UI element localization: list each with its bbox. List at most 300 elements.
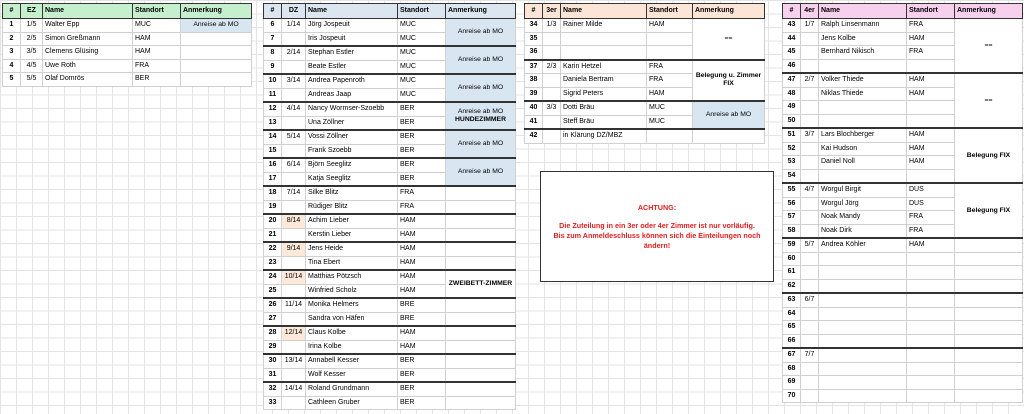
row-standort: BER bbox=[398, 158, 446, 172]
header-anmerkung: Anmerkung bbox=[693, 4, 765, 19]
row-code: 10/14 bbox=[282, 270, 306, 284]
row-standort bbox=[907, 266, 955, 280]
row-note bbox=[955, 348, 1023, 362]
row-num: 7 bbox=[264, 32, 282, 46]
vier-header-row bbox=[783, 4, 1023, 19]
row-name bbox=[819, 362, 907, 376]
row-note bbox=[955, 293, 1023, 307]
row-code: 4/7 bbox=[801, 183, 819, 197]
row-name bbox=[819, 101, 907, 115]
row-standort: HAM bbox=[133, 46, 181, 60]
row-note bbox=[955, 334, 1023, 348]
row-num: 69 bbox=[783, 376, 801, 390]
row-code bbox=[282, 228, 306, 242]
row-name bbox=[819, 307, 907, 321]
row-standort bbox=[907, 279, 955, 293]
row-code bbox=[282, 396, 306, 410]
row-num: 45 bbox=[783, 46, 801, 60]
row-note bbox=[955, 266, 1023, 280]
row-name: Cathleen Gruber bbox=[306, 396, 398, 410]
row-code bbox=[801, 46, 819, 60]
row-code: 1/14 bbox=[282, 19, 306, 33]
row-num: 48 bbox=[783, 87, 801, 101]
table-row bbox=[525, 60, 765, 74]
row-note bbox=[181, 46, 252, 60]
row-standort bbox=[647, 32, 693, 46]
row-name: Silke Blitz bbox=[306, 186, 398, 200]
row-name: Dotti Bräu bbox=[561, 101, 647, 115]
row-standort: HAM bbox=[398, 256, 446, 270]
header-code: DZ bbox=[282, 4, 306, 19]
note-text: ZWEIBETT-ZIMMER bbox=[448, 280, 513, 287]
row-code bbox=[801, 142, 819, 156]
row-code: 8/14 bbox=[282, 214, 306, 228]
row-name: Jens Heide bbox=[306, 242, 398, 256]
row-standort: BER bbox=[398, 130, 446, 144]
row-num: 36 bbox=[525, 46, 543, 60]
header-anmerkung: Anmerkung bbox=[446, 4, 516, 19]
row-code: 2/3 bbox=[543, 60, 561, 74]
row-num: 11 bbox=[264, 88, 282, 102]
row-code bbox=[801, 362, 819, 376]
row-code: 4/5 bbox=[21, 59, 43, 73]
table-row bbox=[3, 59, 252, 73]
row-name: Olaf Domrös bbox=[43, 73, 133, 87]
row-num: 40 bbox=[525, 101, 543, 115]
note-text: Anreise ab MO bbox=[457, 108, 504, 115]
row-standort: MUC bbox=[398, 32, 446, 46]
note-text: Anreise ab MO bbox=[457, 84, 504, 91]
table-row bbox=[264, 340, 516, 354]
row-name bbox=[819, 376, 907, 390]
row-name: Andreas Jaap bbox=[306, 88, 398, 102]
vier-table-block bbox=[782, 3, 1023, 403]
row-note bbox=[446, 382, 516, 396]
header-code: 4er bbox=[801, 4, 819, 19]
row-code bbox=[801, 197, 819, 211]
drei-header-row bbox=[525, 4, 765, 19]
table-row bbox=[525, 101, 765, 115]
row-code bbox=[282, 368, 306, 382]
row-name: Wolf Kesser bbox=[306, 368, 398, 382]
row-num: 8 bbox=[264, 46, 282, 60]
row-name: Simon Greßmann bbox=[43, 32, 133, 46]
row-code bbox=[543, 115, 561, 129]
row-name: Achim Lieber bbox=[306, 214, 398, 228]
row-standort: MUC bbox=[647, 115, 693, 129]
row-num: 18 bbox=[264, 186, 282, 200]
row-num: 28 bbox=[264, 326, 282, 340]
row-standort: BER bbox=[398, 354, 446, 368]
row-standort: HAM bbox=[398, 242, 446, 256]
row-name: Björn Seeglitz bbox=[306, 158, 398, 172]
row-name: Una Zöllner bbox=[306, 116, 398, 130]
row-name: Jens Kolbe bbox=[819, 32, 907, 46]
row-num: 39 bbox=[525, 87, 543, 101]
row-num: 61 bbox=[783, 266, 801, 280]
row-name: Jörg Jospeuit bbox=[306, 19, 398, 33]
row-name: Daniela Bertram bbox=[561, 74, 647, 88]
row-standort: HAM bbox=[907, 128, 955, 142]
row-code: 6/7 bbox=[801, 293, 819, 307]
row-code bbox=[801, 32, 819, 46]
row-code bbox=[801, 156, 819, 170]
row-name: Niklas Thiede bbox=[819, 87, 907, 101]
row-standort: FRA bbox=[907, 211, 955, 225]
table-row bbox=[264, 326, 516, 340]
row-standort: DUS bbox=[907, 197, 955, 211]
table-row bbox=[525, 19, 765, 33]
row-note bbox=[693, 19, 765, 60]
table-row bbox=[783, 279, 1023, 293]
row-code bbox=[801, 389, 819, 403]
table-row bbox=[264, 186, 516, 200]
row-num: 27 bbox=[264, 312, 282, 326]
table-row bbox=[264, 256, 516, 270]
row-num: 13 bbox=[264, 116, 282, 130]
row-name: Iris Jospeuit bbox=[306, 32, 398, 46]
row-standort: MUC bbox=[133, 19, 181, 33]
table-row bbox=[264, 312, 516, 326]
row-standort bbox=[907, 348, 955, 362]
row-note bbox=[446, 242, 516, 256]
table-row bbox=[783, 307, 1023, 321]
row-standort: DUS bbox=[907, 183, 955, 197]
note-text: == bbox=[984, 96, 993, 104]
row-name bbox=[819, 279, 907, 293]
header-name: Name bbox=[819, 4, 907, 19]
row-standort bbox=[647, 46, 693, 60]
row-name: Irina Kolbe bbox=[306, 340, 398, 354]
header-num: # bbox=[3, 4, 21, 19]
row-code bbox=[543, 46, 561, 60]
row-num: 31 bbox=[264, 368, 282, 382]
row-note bbox=[446, 130, 516, 158]
row-code: 4/14 bbox=[282, 102, 306, 116]
row-note bbox=[446, 19, 516, 47]
row-num: 52 bbox=[783, 142, 801, 156]
row-note bbox=[693, 129, 765, 143]
row-code bbox=[801, 87, 819, 101]
row-num: 32 bbox=[264, 382, 282, 396]
row-code: 5/14 bbox=[282, 130, 306, 144]
row-code bbox=[801, 169, 819, 183]
row-note bbox=[181, 32, 252, 46]
row-num: 4 bbox=[3, 59, 21, 73]
header-standort: Standort bbox=[133, 4, 181, 19]
row-note bbox=[446, 326, 516, 340]
row-note bbox=[446, 354, 516, 368]
row-num: 65 bbox=[783, 321, 801, 335]
row-standort: MUC bbox=[647, 101, 693, 115]
row-code bbox=[282, 200, 306, 214]
row-name: Katja Seeglitz bbox=[306, 172, 398, 186]
row-name: Ralph Linsenmann bbox=[819, 19, 907, 33]
row-num: 9 bbox=[264, 60, 282, 74]
row-name bbox=[561, 46, 647, 60]
table-row bbox=[264, 46, 516, 60]
row-standort bbox=[907, 362, 955, 376]
row-name: Karin Hetzel bbox=[561, 60, 647, 74]
row-num: 46 bbox=[783, 59, 801, 73]
row-name: Rüdiger Blitz bbox=[306, 200, 398, 214]
row-standort: MUC bbox=[398, 74, 446, 88]
row-name bbox=[819, 59, 907, 73]
row-name: Stephan Estler bbox=[306, 46, 398, 60]
row-note bbox=[446, 256, 516, 270]
row-num: 37 bbox=[525, 60, 543, 74]
row-code bbox=[801, 334, 819, 348]
row-name: Sandra von Häfen bbox=[306, 312, 398, 326]
row-code: 11/14 bbox=[282, 298, 306, 312]
row-note bbox=[693, 60, 765, 102]
row-standort: FRA bbox=[398, 186, 446, 200]
table-row bbox=[783, 238, 1023, 252]
row-note bbox=[955, 279, 1023, 293]
note-text: == bbox=[724, 34, 733, 42]
row-num: 26 bbox=[264, 298, 282, 312]
row-name: Roland Grundmann bbox=[306, 382, 398, 396]
row-note bbox=[446, 74, 516, 102]
table-row bbox=[783, 348, 1023, 362]
row-num: 56 bbox=[783, 197, 801, 211]
row-code bbox=[543, 129, 561, 143]
row-code bbox=[801, 266, 819, 280]
row-standort: MUC bbox=[398, 19, 446, 33]
note-text: Belegung u. Zimmer FIX bbox=[695, 72, 762, 88]
header-standort: Standort bbox=[398, 4, 446, 19]
row-note bbox=[181, 59, 252, 73]
row-num: 15 bbox=[264, 144, 282, 158]
table-row bbox=[264, 382, 516, 396]
row-code bbox=[801, 211, 819, 225]
row-code: 6/14 bbox=[282, 158, 306, 172]
row-name bbox=[819, 169, 907, 183]
row-name: Tina Ebert bbox=[306, 256, 398, 270]
row-num: 6 bbox=[264, 19, 282, 33]
row-standort: BER bbox=[398, 144, 446, 158]
row-note: Anreise ab MO bbox=[181, 19, 252, 33]
row-code bbox=[282, 172, 306, 186]
row-note bbox=[955, 307, 1023, 321]
row-standort: HAM bbox=[907, 156, 955, 170]
row-note bbox=[955, 238, 1023, 252]
row-num: 17 bbox=[264, 172, 282, 186]
row-standort bbox=[907, 389, 955, 403]
row-name: Winfried Scholz bbox=[306, 284, 398, 298]
row-note bbox=[446, 270, 516, 298]
table-row bbox=[264, 102, 516, 116]
row-name: Frank Szoebb bbox=[306, 144, 398, 158]
row-name: Andrea Köhler bbox=[819, 238, 907, 252]
row-code bbox=[282, 144, 306, 158]
row-standort: HAM bbox=[907, 142, 955, 156]
row-name: Uwe Roth bbox=[43, 59, 133, 73]
row-standort: BER bbox=[133, 73, 181, 87]
row-name bbox=[819, 389, 907, 403]
row-standort bbox=[907, 169, 955, 183]
table-row bbox=[783, 293, 1023, 307]
row-num: 43 bbox=[783, 19, 801, 33]
dz-table-block bbox=[263, 3, 516, 410]
row-num: 24 bbox=[264, 270, 282, 284]
ez-table-block bbox=[2, 3, 252, 87]
header-num: # bbox=[783, 4, 801, 19]
note-text: Belegung FIX bbox=[966, 151, 1011, 159]
row-name bbox=[819, 114, 907, 128]
row-name bbox=[561, 32, 647, 46]
row-name bbox=[819, 321, 907, 335]
header-name: Name bbox=[43, 4, 133, 19]
row-note bbox=[955, 73, 1023, 128]
warning-line-1: Die Zuteilung in ein 3er oder 4er Zimmer ist nur vorläufig. bbox=[559, 220, 755, 230]
row-code bbox=[282, 88, 306, 102]
row-note bbox=[446, 312, 516, 326]
table-row bbox=[783, 334, 1023, 348]
table-row bbox=[3, 73, 252, 87]
row-name bbox=[819, 334, 907, 348]
row-name: Nancy Wormser-Szoebb bbox=[306, 102, 398, 116]
row-name bbox=[819, 266, 907, 280]
row-standort bbox=[907, 252, 955, 266]
row-name: Vossi Zöllner bbox=[306, 130, 398, 144]
row-num: 5 bbox=[3, 73, 21, 87]
row-num: 3 bbox=[3, 46, 21, 60]
row-standort bbox=[907, 376, 955, 390]
header-standort: Standort bbox=[647, 4, 693, 19]
row-standort: HAM bbox=[398, 340, 446, 354]
row-standort: FRA bbox=[133, 59, 181, 73]
table-row bbox=[783, 389, 1023, 403]
note-text: Anreise ab MO bbox=[457, 28, 504, 35]
row-code bbox=[801, 376, 819, 390]
row-name: Claus Kolbe bbox=[306, 326, 398, 340]
row-num: 41 bbox=[525, 115, 543, 129]
row-code: 3/5 bbox=[21, 46, 43, 60]
vier-table bbox=[782, 3, 1023, 403]
row-standort: BER bbox=[398, 368, 446, 382]
header-standort: Standort bbox=[907, 4, 955, 19]
row-standort bbox=[907, 321, 955, 335]
warning-line-2: Bis zum Anmeldeschluss können sich die Einteilungen noch ändern! bbox=[553, 230, 761, 250]
row-num: 49 bbox=[783, 101, 801, 115]
table-row bbox=[264, 200, 516, 214]
row-num: 53 bbox=[783, 156, 801, 170]
table-row bbox=[783, 362, 1023, 376]
row-num: 47 bbox=[783, 73, 801, 87]
row-standort: HAM bbox=[133, 32, 181, 46]
table-row bbox=[264, 228, 516, 242]
row-num: 29 bbox=[264, 340, 282, 354]
header-anmerkung: Anmerkung bbox=[181, 4, 252, 19]
row-num: 54 bbox=[783, 169, 801, 183]
row-code: 12/14 bbox=[282, 326, 306, 340]
row-standort: HAM bbox=[398, 270, 446, 284]
row-standort: HAM bbox=[398, 284, 446, 298]
row-name: Volker Thiede bbox=[819, 73, 907, 87]
row-note bbox=[446, 340, 516, 354]
row-code: 1/3 bbox=[543, 19, 561, 33]
row-code: 5/7 bbox=[801, 238, 819, 252]
note-text: Anreise ab MO bbox=[705, 111, 752, 118]
row-name: Worgul Birgit bbox=[819, 183, 907, 197]
row-note bbox=[446, 228, 516, 242]
row-num: 51 bbox=[783, 128, 801, 142]
row-standort: HAM bbox=[398, 326, 446, 340]
row-note bbox=[693, 101, 765, 129]
note-text: Anreise ab MO bbox=[457, 56, 504, 63]
table-row bbox=[783, 376, 1023, 390]
table-row bbox=[783, 266, 1023, 280]
row-code: 14/14 bbox=[282, 382, 306, 396]
row-code bbox=[801, 279, 819, 293]
row-num: 57 bbox=[783, 211, 801, 225]
row-code: 9/14 bbox=[282, 242, 306, 256]
row-note bbox=[446, 298, 516, 312]
row-num: 50 bbox=[783, 114, 801, 128]
table-row bbox=[264, 214, 516, 228]
table-row bbox=[264, 158, 516, 172]
row-standort: HAM bbox=[647, 87, 693, 101]
row-note bbox=[181, 73, 252, 87]
row-name: Beate Estler bbox=[306, 60, 398, 74]
row-num: 55 bbox=[783, 183, 801, 197]
row-name: Worgul Jörg bbox=[819, 197, 907, 211]
row-name bbox=[819, 252, 907, 266]
row-code bbox=[801, 307, 819, 321]
header-name: Name bbox=[561, 4, 647, 19]
row-standort: HAM bbox=[907, 238, 955, 252]
row-standort: HAM bbox=[398, 214, 446, 228]
row-code: 3/7 bbox=[801, 128, 819, 142]
drei-table-block bbox=[524, 3, 765, 144]
row-name: Kai Hudson bbox=[819, 142, 907, 156]
row-num: 14 bbox=[264, 130, 282, 144]
row-num: 64 bbox=[783, 307, 801, 321]
row-name: Matthias Pötzsch bbox=[306, 270, 398, 284]
row-note bbox=[446, 200, 516, 214]
row-num: 62 bbox=[783, 279, 801, 293]
note-text: Anreise ab MO bbox=[457, 168, 504, 175]
row-standort bbox=[907, 114, 955, 128]
row-num: 2 bbox=[3, 32, 21, 46]
row-code: 1/5 bbox=[21, 19, 43, 33]
table-row bbox=[783, 321, 1023, 335]
row-name: Andrea Papenroth bbox=[306, 74, 398, 88]
note-text: Belegung FIX bbox=[966, 206, 1011, 214]
table-row bbox=[264, 19, 516, 33]
row-note bbox=[446, 396, 516, 410]
row-note bbox=[955, 128, 1023, 183]
row-standort: HAM bbox=[907, 73, 955, 87]
ez-table bbox=[2, 3, 252, 87]
row-code bbox=[801, 224, 819, 238]
row-note bbox=[955, 362, 1023, 376]
row-name bbox=[819, 348, 907, 362]
row-num: 68 bbox=[783, 362, 801, 376]
row-standort: HAM bbox=[398, 228, 446, 242]
row-note bbox=[955, 183, 1023, 238]
row-code bbox=[543, 87, 561, 101]
table-row bbox=[264, 74, 516, 88]
row-code: 7/7 bbox=[801, 348, 819, 362]
row-num: 10 bbox=[264, 74, 282, 88]
table-row bbox=[3, 19, 252, 33]
row-name: Monika Helmers bbox=[306, 298, 398, 312]
row-standort bbox=[907, 59, 955, 73]
row-standort: BRE bbox=[398, 312, 446, 326]
row-code: 2/14 bbox=[282, 46, 306, 60]
